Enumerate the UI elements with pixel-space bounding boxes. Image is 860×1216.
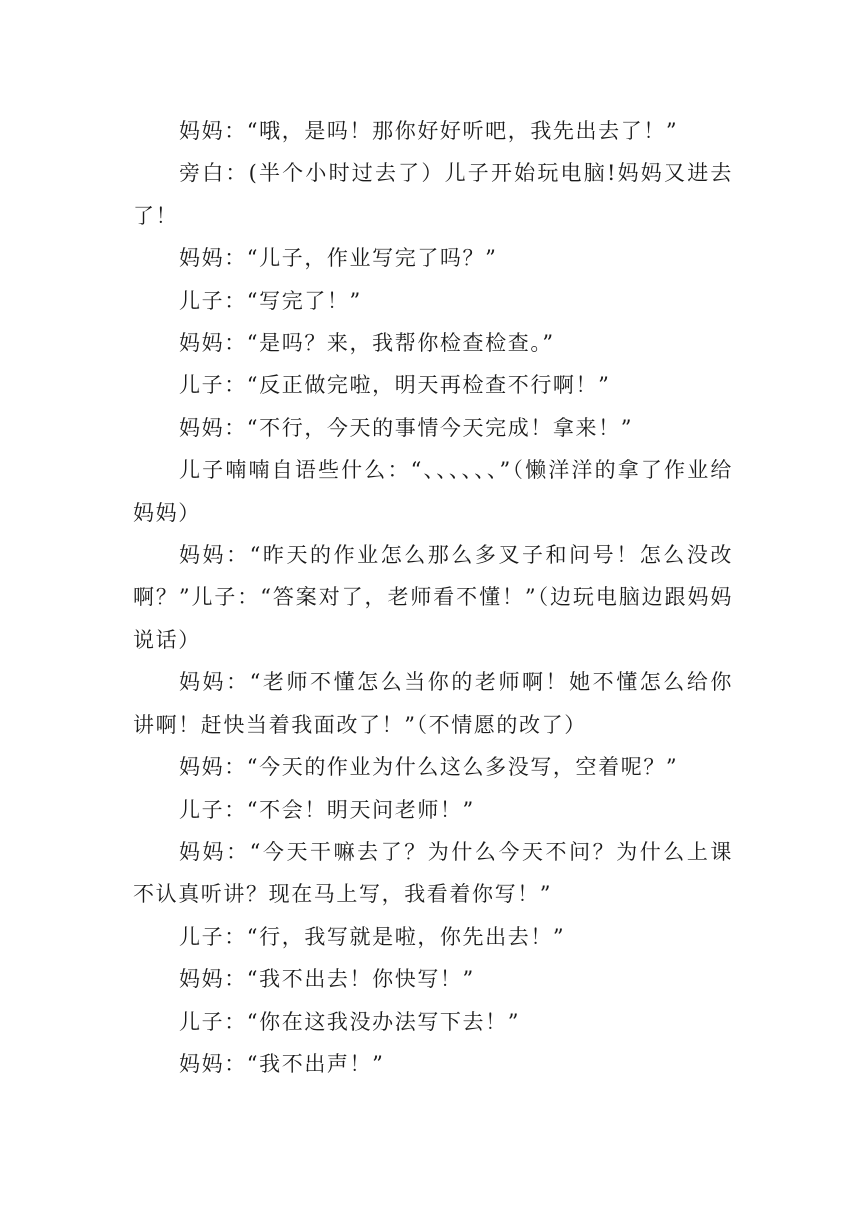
paragraph: 妈妈：“我不出声！” xyxy=(179,1051,385,1076)
paragraph: 妈妈：“我不出去！你快写！” xyxy=(179,967,475,992)
paragraph: 妈妈：“不行，今天的事情今天完成！拿来！” xyxy=(179,415,634,440)
paragraph: 儿子：“反正做完啦，明天再检查不行啊！” xyxy=(179,373,611,398)
paragraph: 妈妈：“老师不懂怎么当你的老师啊！她不懂怎么给你讲啊！赶快当着我面改了！”（不情愿的改了） xyxy=(133,670,733,737)
paragraph: 妈妈：“昨天的作业怎么那么多叉子和问号！怎么没改啊？”儿子：“答案对了，老师看不懂！”（边玩电脑边跟妈妈说话） xyxy=(133,543,733,652)
paragraph: 妈妈：“今天的作业为什么这么多没写，空着呢？” xyxy=(179,755,679,780)
paragraph: 旁白：(半个小时过去了）儿子开始玩电脑!妈妈又进去了！ xyxy=(133,161,733,228)
paragraph: 儿子：“你在这我没办法写下去！” xyxy=(179,1009,521,1034)
paragraph: 儿子：“不会！明天问老师！” xyxy=(179,797,475,822)
paragraph: 儿子喃喃自语些什么：“、、、、、、”（懒洋洋的拿了作业给妈妈） xyxy=(133,458,733,525)
paragraph: 妈妈：“今天干嘛去了？为什么今天不问？为什么上课不认真听讲？现在马上写，我看着你写！” xyxy=(133,839,733,907)
paragraph: 儿子：“写完了！” xyxy=(179,288,362,313)
document-body xyxy=(133,110,733,1085)
paragraph: 儿子：“行，我写就是啦，你先出去！” xyxy=(179,924,566,949)
paragraph: 妈妈：“是吗？来，我帮你检查检查。” xyxy=(179,331,555,356)
paragraph: 妈妈：“哦，是吗！那你好好听吧，我先出去了！” xyxy=(179,119,679,143)
paragraph: 妈妈：“儿子，作业写完了吗？” xyxy=(179,246,498,271)
